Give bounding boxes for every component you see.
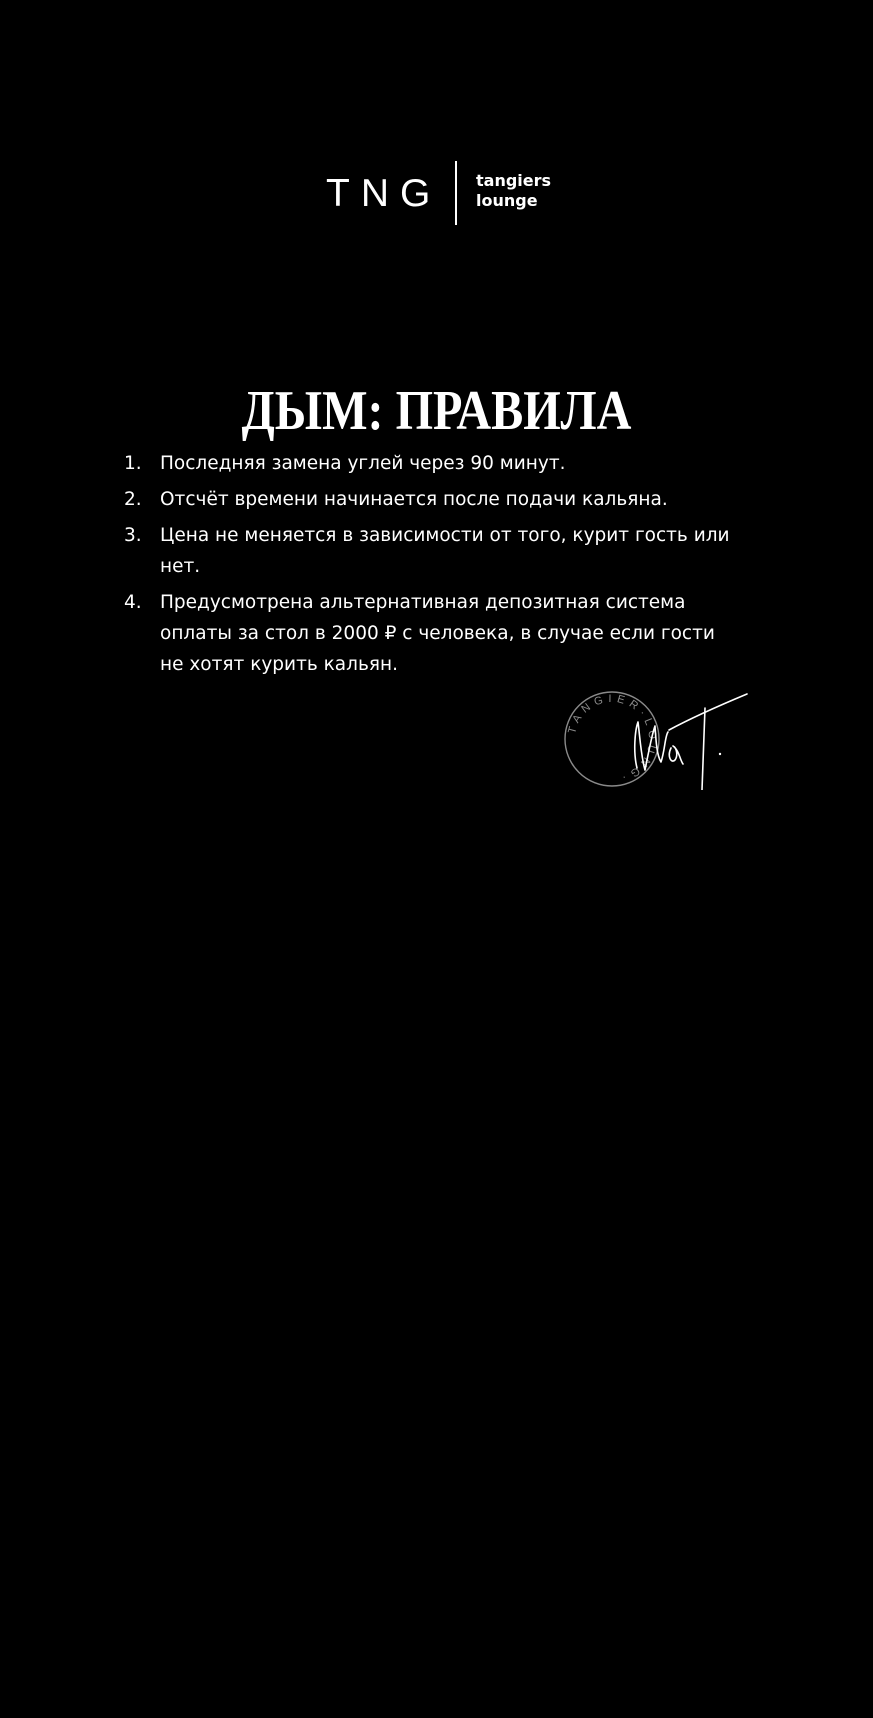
rule-text: Цена не меняется в зависимости от того, курит гость или нет. (160, 525, 730, 577)
rule-text: Отсчёт времени начинается после подачи кальяна. (160, 489, 668, 510)
logo-word-lounge: lounge (476, 191, 538, 210)
rule-item (120, 587, 740, 680)
rule-number: 2. (124, 489, 142, 510)
logo-word-tangiers: tangiers (476, 171, 552, 190)
logo-divider (455, 161, 457, 225)
rule-number: 3. (124, 525, 142, 546)
rule-item (120, 448, 740, 479)
rule-number: 1. (124, 453, 142, 474)
rule-text: Последняя замена углей через 90 минут. (160, 453, 566, 474)
rule-text: Предусмотрена альтернативная депозитная система оплаты за стол в 2000 ₽ с человека, в случае если гости не хотят курить кальян. (160, 592, 715, 675)
brand-logo (326, 158, 556, 228)
rules-list (120, 448, 740, 685)
rule-item (120, 520, 740, 582)
logo-mark: TNG (326, 172, 442, 215)
svg-text:TANGIER·LOUNG·: TANGIER·LOUNG· (566, 692, 659, 785)
page-title: ДЫМ: ПРАВИЛА (241, 379, 632, 442)
rule-number: 4. (124, 592, 142, 613)
handwritten-signature (625, 690, 755, 790)
rule-item (120, 484, 740, 515)
